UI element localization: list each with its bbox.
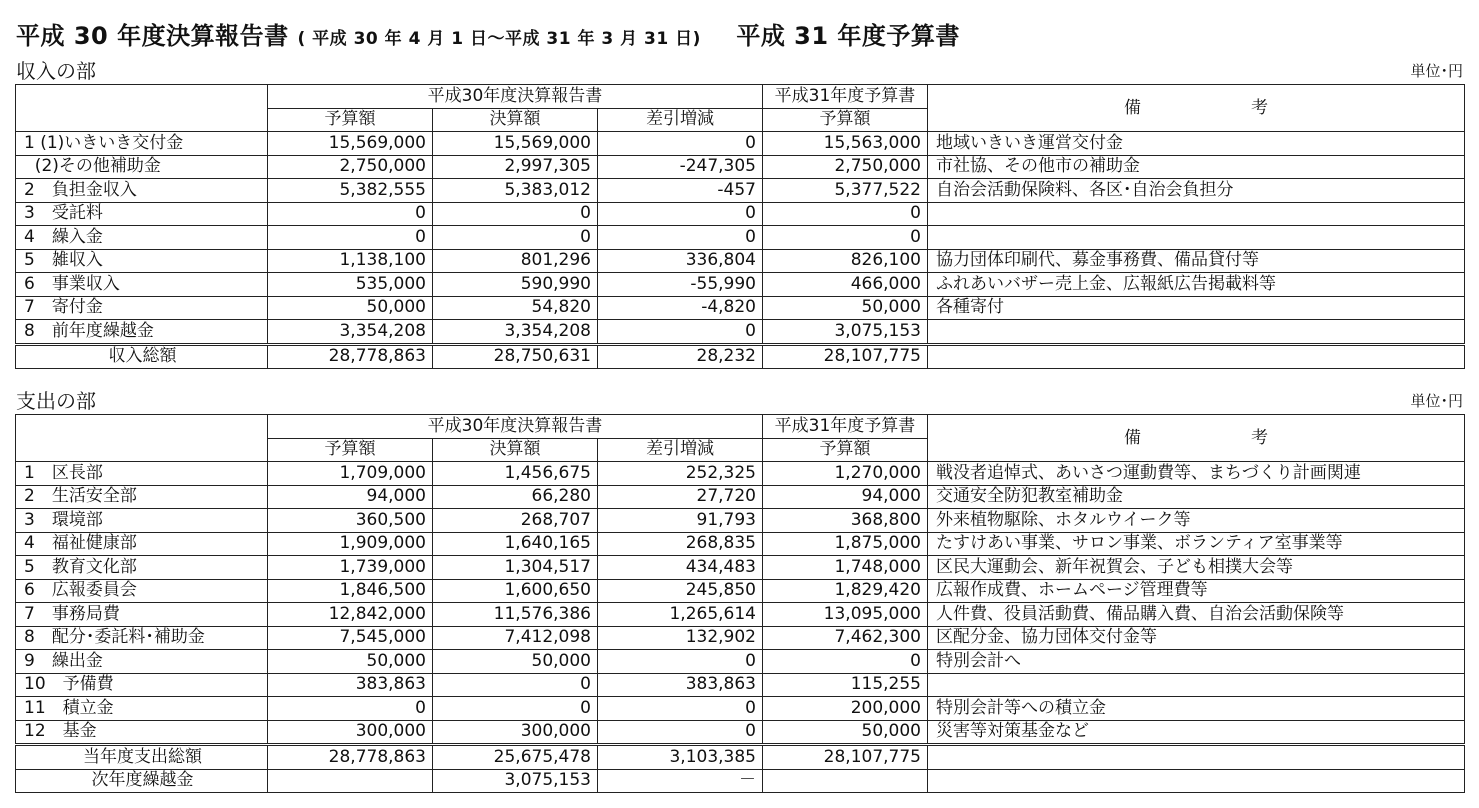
income-cell-next: 466,000 <box>763 273 928 297</box>
income-cell-next: 0 <box>763 202 928 226</box>
income-header-note <box>928 85 1465 132</box>
expense-cell-note: 交通安全防犯教室補助金 <box>928 485 1465 509</box>
expense-cell-note: 区民大運動会、新年祝賀会、子ども相撲大会等 <box>928 556 1465 580</box>
income-header-2019: 平成31年度予算書 <box>763 85 928 109</box>
income-cell-budget: 535,000 <box>268 273 433 297</box>
income-cell-item: 4 繰入金 <box>16 226 268 250</box>
income-row <box>16 320 1465 345</box>
income-cell-diff: -247,305 <box>598 155 763 179</box>
income-cell-diff: 0 <box>598 202 763 226</box>
expense-cell-settle: 7,412,098 <box>433 626 598 650</box>
title-period: ( 平成 30 年 4 月 1 日～平成 31 年 3 月 31 日) <box>297 29 701 49</box>
expense-cell-diff: 245,850 <box>598 579 763 603</box>
expense-cell-diff: 383,863 <box>598 673 763 697</box>
income-cell-note: 各種寄付 <box>928 296 1465 320</box>
expense-cell-next <box>763 769 928 793</box>
income-cell-settle: 5,383,012 <box>433 179 598 203</box>
expense-row <box>16 673 1465 697</box>
expense-cell-next: 115,255 <box>763 673 928 697</box>
income-cell-settle: 3,354,208 <box>433 320 598 345</box>
expense-row <box>16 462 1465 486</box>
income-cell-next: 50,000 <box>763 296 928 320</box>
expense-cell-item: 1 区長部 <box>16 462 268 486</box>
expense-header-item <box>16 415 268 462</box>
income-cell-budget: 0 <box>268 226 433 250</box>
income-cell-next: 15,563,000 <box>763 132 928 156</box>
income-note-char-2: 考 <box>1251 97 1268 118</box>
expense-cell-note: 特別会計へ <box>928 650 1465 674</box>
expense-cell-budget: 94,000 <box>268 485 433 509</box>
income-row <box>16 179 1465 203</box>
expense-cell-note: 外来植物駆除、ホタルウイーク等 <box>928 509 1465 533</box>
income-cell-budget: 50,000 <box>268 296 433 320</box>
expense-table <box>15 414 1465 793</box>
expense-cell-budget: 28,778,863 <box>268 745 433 770</box>
expense-cell-note: 人件費、役員活動費、備品購入費、自治会活動保険等 <box>928 603 1465 627</box>
income-row <box>16 296 1465 320</box>
expense-cell-item: 2 生活安全部 <box>16 485 268 509</box>
income-cell-item: 収入総額 <box>16 344 268 369</box>
expense-cell-diff: － <box>598 769 763 793</box>
expense-cell-budget: 1,739,000 <box>268 556 433 580</box>
expense-cell-budget: 1,846,500 <box>268 579 433 603</box>
expense-cell-note <box>928 673 1465 697</box>
expense-cell-note <box>928 745 1465 770</box>
expense-cell-diff: 1,265,614 <box>598 603 763 627</box>
expense-cell-item: 11 積立金 <box>16 697 268 721</box>
expense-cell-next: 28,107,775 <box>763 745 928 770</box>
expense-cell-diff: 0 <box>598 697 763 721</box>
expense-col-budget2019: 予算額 <box>763 438 928 462</box>
income-cell-note: ふれあいバザー売上金、広報紙広告掲載料等 <box>928 273 1465 297</box>
income-col-budget: 予算額 <box>268 108 433 132</box>
expense-header-note <box>928 415 1465 462</box>
title-main-settlement: 平成 30 年度決算報告書 <box>16 22 289 50</box>
expense-cell-diff: 252,325 <box>598 462 763 486</box>
income-cell-diff: 0 <box>598 226 763 250</box>
income-cell-next: 3,075,153 <box>763 320 928 345</box>
expense-note-char-1: 備 <box>1124 427 1141 448</box>
expense-row <box>16 556 1465 580</box>
income-cell-settle: 2,997,305 <box>433 155 598 179</box>
expense-cell-settle: 268,707 <box>433 509 598 533</box>
expense-cell-item: 10 予備費 <box>16 673 268 697</box>
expense-cell-item: 当年度支出総額 <box>16 745 268 770</box>
expense-row <box>16 650 1465 674</box>
expense-total-row <box>16 745 1465 770</box>
expense-header-row-1 <box>16 415 1465 439</box>
expense-cell-diff: 434,483 <box>598 556 763 580</box>
expense-cell-item: 3 環境部 <box>16 509 268 533</box>
income-cell-note <box>928 320 1465 345</box>
income-cell-budget: 5,382,555 <box>268 179 433 203</box>
income-cell-item: 8 前年度繰越金 <box>16 320 268 345</box>
expense-cell-budget: 383,863 <box>268 673 433 697</box>
expense-row <box>16 485 1465 509</box>
income-col-settle: 決算額 <box>433 108 598 132</box>
expense-cell-settle: 1,600,650 <box>433 579 598 603</box>
expense-cell-budget: 50,000 <box>268 650 433 674</box>
expense-cell-next: 1,748,000 <box>763 556 928 580</box>
income-cell-settle: 15,569,000 <box>433 132 598 156</box>
income-col-budget2019: 予算額 <box>763 108 928 132</box>
expense-row <box>16 509 1465 533</box>
expense-header-2018: 平成30年度決算報告書 <box>268 415 763 439</box>
expense-cell-next: 13,095,000 <box>763 603 928 627</box>
income-cell-note <box>928 226 1465 250</box>
expense-carry-row <box>16 769 1465 793</box>
expense-cell-note: 戦没者追悼式、あいさつ運動費等、まちづくり計画関連 <box>928 462 1465 486</box>
income-row <box>16 155 1465 179</box>
expense-cell-settle: 66,280 <box>433 485 598 509</box>
expense-cell-diff: 27,720 <box>598 485 763 509</box>
income-row <box>16 226 1465 250</box>
expense-cell-settle: 300,000 <box>433 720 598 745</box>
income-cell-budget: 15,569,000 <box>268 132 433 156</box>
expense-cell-settle: 0 <box>433 697 598 721</box>
expense-cell-note: 広報作成費、ホームページ管理費等 <box>928 579 1465 603</box>
expense-cell-budget: 7,545,000 <box>268 626 433 650</box>
expense-cell-budget: 300,000 <box>268 720 433 745</box>
expense-unit-label: 単位･円 <box>1410 392 1463 410</box>
expense-row <box>16 532 1465 556</box>
income-header-2018: 平成30年度決算報告書 <box>268 85 763 109</box>
expense-cell-item: 4 福祉健康部 <box>16 532 268 556</box>
expense-cell-settle: 3,075,153 <box>433 769 598 793</box>
income-cell-item: 6 事業収入 <box>16 273 268 297</box>
expense-cell-next: 50,000 <box>763 720 928 745</box>
expense-cell-item: 5 教育文化部 <box>16 556 268 580</box>
income-cell-note <box>928 202 1465 226</box>
income-cell-diff: 28,232 <box>598 344 763 369</box>
income-cell-diff: 0 <box>598 320 763 345</box>
income-note-char-1: 備 <box>1124 97 1141 118</box>
income-cell-budget: 2,750,000 <box>268 155 433 179</box>
income-cell-note: 協力団体印刷代、募金事務費、備品貸付等 <box>928 249 1465 273</box>
income-cell-next: 28,107,775 <box>763 344 928 369</box>
expense-row <box>16 720 1465 745</box>
income-cell-item: 1 (1)いきいき交付金 <box>16 132 268 156</box>
income-cell-budget: 0 <box>268 202 433 226</box>
income-cell-item: 3 受託料 <box>16 202 268 226</box>
expense-cell-budget: 360,500 <box>268 509 433 533</box>
expense-cell-diff: 132,902 <box>598 626 763 650</box>
income-cell-budget: 1,138,100 <box>268 249 433 273</box>
income-row <box>16 132 1465 156</box>
expense-cell-diff: 268,835 <box>598 532 763 556</box>
expense-cell-settle: 50,000 <box>433 650 598 674</box>
income-cell-settle: 590,990 <box>433 273 598 297</box>
expense-col-diff: 差引増減 <box>598 438 763 462</box>
expense-cell-next: 94,000 <box>763 485 928 509</box>
expense-cell-diff: 0 <box>598 650 763 674</box>
expense-cell-budget: 12,842,000 <box>268 603 433 627</box>
income-cell-settle: 54,820 <box>433 296 598 320</box>
income-row <box>16 273 1465 297</box>
expense-col-settle: 決算額 <box>433 438 598 462</box>
income-cell-diff: -4,820 <box>598 296 763 320</box>
expense-cell-item: 7 事務局費 <box>16 603 268 627</box>
expense-cell-diff: 0 <box>598 720 763 745</box>
income-cell-budget: 28,778,863 <box>268 344 433 369</box>
expense-cell-item: 6 広報委員会 <box>16 579 268 603</box>
expense-cell-note: 災害等対策基金など <box>928 720 1465 745</box>
income-cell-note: 地域いきいき運営交付金 <box>928 132 1465 156</box>
expense-cell-note: たすけあい事業、サロン事業、ボランティア室事業等 <box>928 532 1465 556</box>
expense-cell-next: 1,829,420 <box>763 579 928 603</box>
income-cell-budget: 3,354,208 <box>268 320 433 345</box>
expense-cell-item: 12 基金 <box>16 720 268 745</box>
expense-row <box>16 579 1465 603</box>
expense-cell-budget <box>268 769 433 793</box>
income-cell-note: 市社協、その他市の補助金 <box>928 155 1465 179</box>
expense-cell-next: 1,875,000 <box>763 532 928 556</box>
expense-cell-settle: 11,576,386 <box>433 603 598 627</box>
expense-cell-diff: 91,793 <box>598 509 763 533</box>
income-cell-settle: 0 <box>433 226 598 250</box>
income-cell-note <box>928 344 1465 369</box>
expense-cell-next: 7,462,300 <box>763 626 928 650</box>
expense-row <box>16 603 1465 627</box>
income-cell-diff: 336,804 <box>598 249 763 273</box>
expense-cell-budget: 1,709,000 <box>268 462 433 486</box>
expense-cell-settle: 1,304,517 <box>433 556 598 580</box>
document-title <box>16 16 960 51</box>
expense-cell-note <box>928 769 1465 793</box>
income-cell-next: 826,100 <box>763 249 928 273</box>
expense-cell-budget: 0 <box>268 697 433 721</box>
income-cell-settle: 801,296 <box>433 249 598 273</box>
expense-section-heading: 支出の部 <box>16 389 96 413</box>
expense-cell-note: 特別会計等への積立金 <box>928 697 1465 721</box>
income-cell-diff: 0 <box>598 132 763 156</box>
income-cell-note: 自治会活動保険料、各区･自治会負担分 <box>928 179 1465 203</box>
expense-cell-item: 9 繰出金 <box>16 650 268 674</box>
expense-note-char-2: 考 <box>1251 427 1268 448</box>
income-cell-next: 5,377,522 <box>763 179 928 203</box>
income-row <box>16 202 1465 226</box>
expense-cell-item: 8 配分･委託料･補助金 <box>16 626 268 650</box>
income-cell-next: 0 <box>763 226 928 250</box>
income-cell-settle: 0 <box>433 202 598 226</box>
expense-cell-item: 次年度繰越金 <box>16 769 268 793</box>
expense-cell-settle: 0 <box>433 673 598 697</box>
income-header-item <box>16 85 268 132</box>
title-main-budget: 平成 31 年度予算書 <box>736 22 960 50</box>
income-cell-item: 5 雑収入 <box>16 249 268 273</box>
expense-cell-settle: 1,640,165 <box>433 532 598 556</box>
income-cell-item: 7 寄付金 <box>16 296 268 320</box>
income-cell-diff: -55,990 <box>598 273 763 297</box>
expense-cell-diff: 3,103,385 <box>598 745 763 770</box>
expense-cell-next: 1,270,000 <box>763 462 928 486</box>
income-cell-item: (2)その他補助金 <box>16 155 268 179</box>
expense-cell-budget: 1,909,000 <box>268 532 433 556</box>
expense-row <box>16 697 1465 721</box>
expense-header-2019: 平成31年度予算書 <box>763 415 928 439</box>
expense-cell-settle: 1,456,675 <box>433 462 598 486</box>
income-total-row <box>16 344 1465 369</box>
income-table <box>15 84 1465 369</box>
expense-col-budget: 予算額 <box>268 438 433 462</box>
income-cell-next: 2,750,000 <box>763 155 928 179</box>
income-unit-label: 単位･円 <box>1410 62 1463 80</box>
expense-cell-next: 368,800 <box>763 509 928 533</box>
expense-cell-note: 区配分金、協力団体交付金等 <box>928 626 1465 650</box>
expense-cell-settle: 25,675,478 <box>433 745 598 770</box>
income-row <box>16 249 1465 273</box>
expense-cell-next: 0 <box>763 650 928 674</box>
expense-row <box>16 626 1465 650</box>
income-col-diff: 差引増減 <box>598 108 763 132</box>
income-cell-item: 2 負担金収入 <box>16 179 268 203</box>
income-section-heading: 収入の部 <box>16 59 96 83</box>
income-cell-diff: -457 <box>598 179 763 203</box>
income-cell-settle: 28,750,631 <box>433 344 598 369</box>
income-header-row-1 <box>16 85 1465 109</box>
expense-cell-next: 200,000 <box>763 697 928 721</box>
